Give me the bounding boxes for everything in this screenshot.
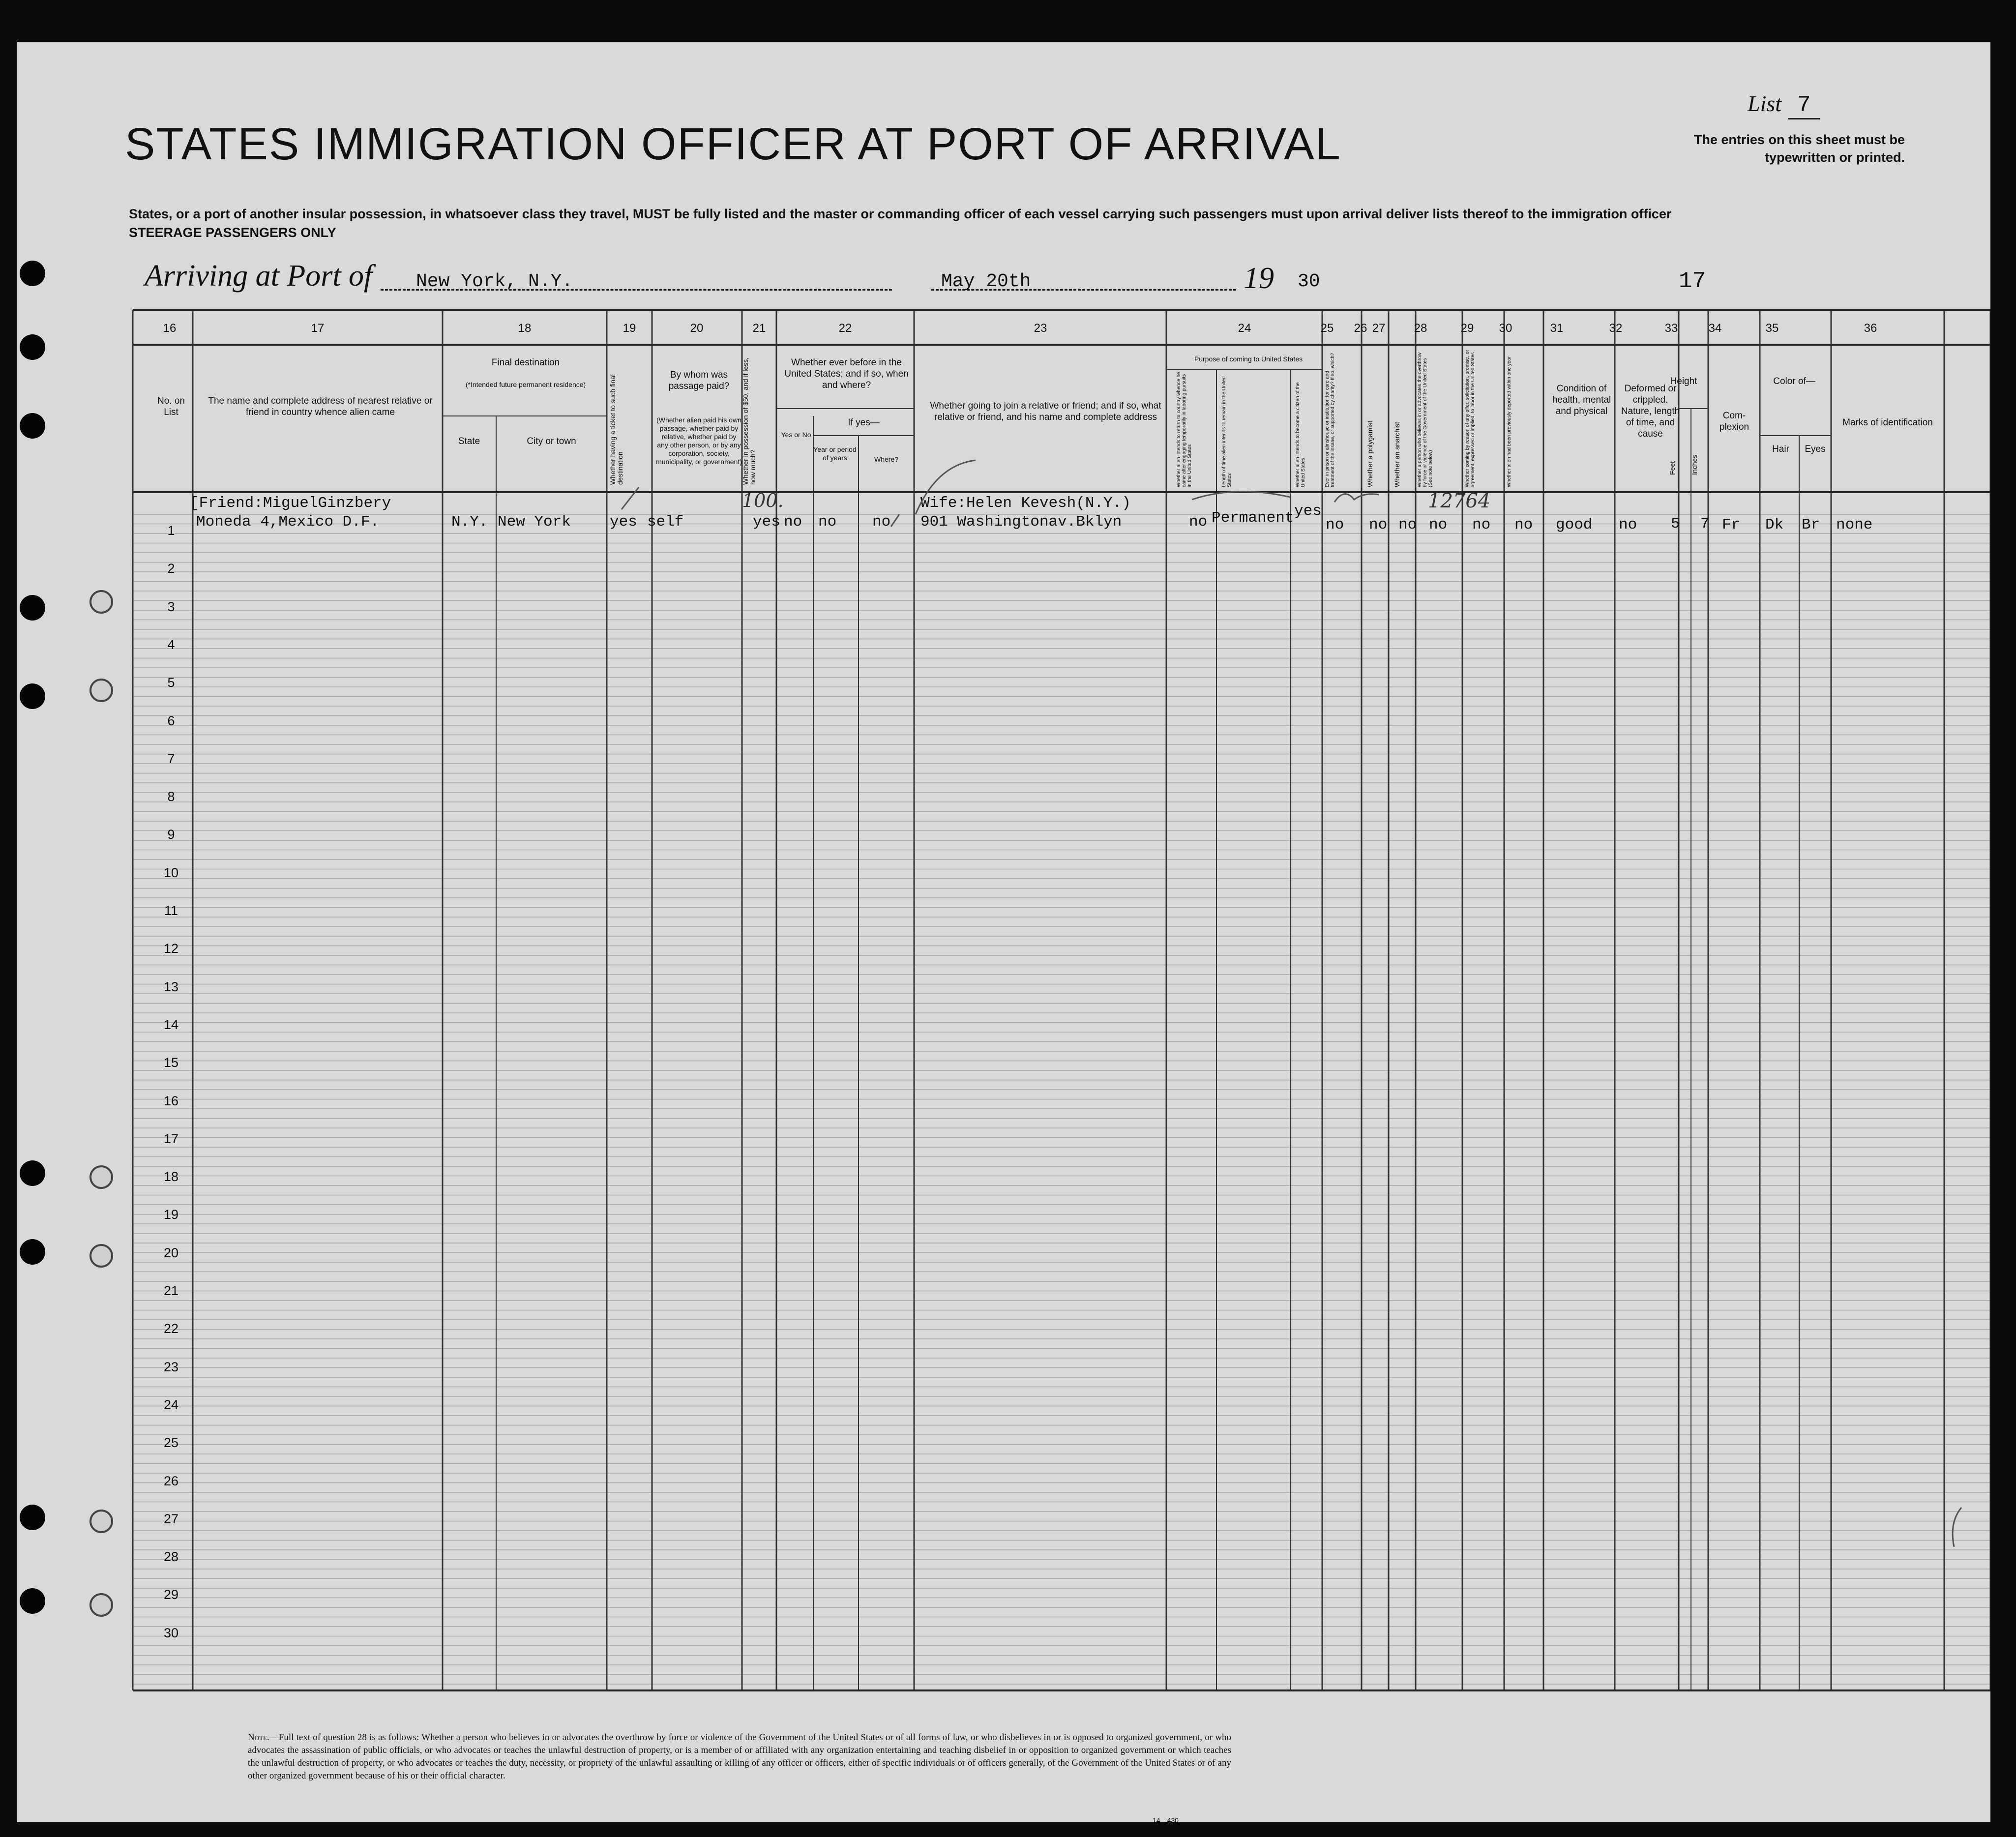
footnote xyxy=(248,1731,1231,1782)
row-number: 9 xyxy=(167,827,175,842)
row-number: 15 xyxy=(163,1055,179,1070)
entry-handwritten-number: 12764 xyxy=(1428,490,1491,512)
binder-hole xyxy=(20,334,45,360)
entry-polygamist: no xyxy=(1369,516,1388,533)
row-number: 27 xyxy=(163,1511,179,1526)
entry-labor-offer: no xyxy=(1472,516,1491,533)
entry-money: yes xyxy=(753,513,780,531)
row-number: 4 xyxy=(167,637,175,652)
row-number: 11 xyxy=(164,903,178,918)
column-number: 27 xyxy=(1372,322,1386,335)
year-value: 30 xyxy=(1298,271,1320,292)
row-number: 8 xyxy=(167,789,175,804)
list-value: 7 xyxy=(1788,92,1820,119)
binder-ring xyxy=(89,590,113,614)
header-anarchist: Whether an anarchist xyxy=(1393,421,1401,487)
row-number: 19 xyxy=(163,1207,179,1222)
column-number: 20 xyxy=(690,322,704,335)
column-number: 31 xyxy=(1550,322,1564,335)
column-number: 23 xyxy=(1034,322,1047,335)
row-number: 5 xyxy=(167,675,175,690)
entry-money-handwritten: 100. xyxy=(742,490,784,511)
header-passage-paid: By whom was passage paid? xyxy=(668,370,730,391)
row-number: 24 xyxy=(163,1397,179,1412)
entry-join-line-1: Wife:Helen Kevesh(N.Y.) xyxy=(920,495,1131,512)
header-overthrow: Whether a person who believes in or advocates the overthrow by force or violence of the Government of the United States (See note below) xyxy=(1417,352,1433,487)
row-number: 26 xyxy=(163,1473,179,1488)
column-number: 17 xyxy=(311,322,325,335)
binder-hole xyxy=(20,1505,45,1530)
column-number: 16 xyxy=(163,322,177,335)
entry-relative-line-1: [Friend:MiguelGinzbery xyxy=(190,495,391,512)
header-deported: Whether alien had been previously deported within one year xyxy=(1507,356,1512,487)
row-number: 18 xyxy=(163,1169,179,1185)
entry-city: New York xyxy=(498,513,571,531)
typewritten-note: The entries on this sheet must be typewritten or printed. xyxy=(1693,132,1905,165)
column-number: 35 xyxy=(1765,322,1779,335)
header-passage-paid-sub: (Whether alien paid his own passage, whether paid by relative, whether paid by any other person, or by any corporation, society, municipality, or government) xyxy=(656,416,742,466)
binder-hole xyxy=(20,1160,45,1186)
row-number: 21 xyxy=(163,1283,179,1298)
binder-ring xyxy=(89,1244,113,1268)
row-number: 17 xyxy=(163,1131,179,1146)
binder-ring xyxy=(89,1510,113,1533)
list-label: List xyxy=(1748,91,1782,116)
entry-marks: none xyxy=(1836,516,1873,533)
form-number: 14—430 xyxy=(1153,1816,1179,1822)
header-join-relative: Whether going to join a relative or friend; and if so, what relative or friend, and his name and complete address xyxy=(930,401,1161,422)
entry-deformed: no xyxy=(1619,516,1637,533)
entry-return-intent: no xyxy=(1189,513,1208,531)
row-number: 6 xyxy=(167,713,175,728)
entry-deported: no xyxy=(1514,516,1533,533)
margin-mark xyxy=(1953,1508,1961,1547)
entry-complexion: Fr xyxy=(1722,516,1741,533)
column-number: 34 xyxy=(1708,322,1722,335)
date-value: May 20th xyxy=(941,271,1031,292)
entry-join-line-2: 901 Washingtonav.Bklyn xyxy=(920,513,1122,531)
entry-relative-line-2: Moneda 4,Mexico D.F. xyxy=(196,513,380,531)
entry-height-feet: 5 xyxy=(1671,515,1680,533)
row-number: 7 xyxy=(167,751,175,766)
entry-paid-by: self xyxy=(647,513,684,531)
header-prison: Ever in prison or almshouse or institution for care and treatment of the insane, or supported by charity? If so, which? xyxy=(1325,353,1335,487)
header-purpose-citizen: Whether alien intends to become a citizen of the United States xyxy=(1295,382,1306,487)
entry-length-of-stay: Permanent xyxy=(1212,509,1294,527)
header-polygamist: Whether a polygamist xyxy=(1366,420,1374,487)
row-number: 22 xyxy=(163,1321,179,1336)
column-number: 26 xyxy=(1354,322,1367,335)
entry-before-where: no xyxy=(872,513,891,531)
column-number: 25 xyxy=(1320,322,1334,335)
header-complexion: Com- plexion xyxy=(1719,411,1749,432)
header-inches: Inches xyxy=(1690,454,1698,475)
binder-hole xyxy=(20,261,45,286)
entry-anarchist: no xyxy=(1398,516,1417,533)
column-number: 21 xyxy=(752,322,766,335)
header-purpose-length: Length of time alien intends to remain in the United States xyxy=(1221,376,1232,487)
header-year-period: Year or period of years xyxy=(813,445,857,462)
header-color-of: Color of— xyxy=(1773,376,1815,386)
header-where: Where? xyxy=(874,455,899,463)
footnote-label: Note. xyxy=(248,1732,269,1743)
instruction-line-1: States, or a port of another insular possession, in whatsoever class they travel, MUST be fully listed and the master or commanding officer of each vessel carrying such passengers must upon arrival deliver lists thereof to the immigration officer xyxy=(129,207,1672,221)
binder-hole xyxy=(20,683,45,709)
header-city: City or town xyxy=(527,436,576,446)
check-mark-join xyxy=(916,460,976,514)
header-purpose-return: Whether alien intends to return to country whence he came after engaging temporarily in laboring pursuits in the United States xyxy=(1176,372,1192,487)
entry-ticket: yes xyxy=(610,513,637,531)
entry-overthrow: no xyxy=(1429,516,1448,533)
binder-ring xyxy=(89,1165,113,1189)
header-purpose: Purpose of coming to United States xyxy=(1194,355,1303,363)
entry-height-inches: 7 xyxy=(1700,515,1710,533)
column-number: 33 xyxy=(1664,322,1678,335)
row-number: 2 xyxy=(167,561,175,576)
scribble-prison xyxy=(1334,494,1379,502)
instruction-line-2: STEERAGE PASSENGERS ONLY xyxy=(129,225,336,240)
header-ticket: Whether having a ticket to such final destination xyxy=(609,374,624,485)
header-money: Whether in possession of $50, and if less, how much? xyxy=(741,357,757,485)
header-final-destination: Final destination xyxy=(491,357,560,368)
entry-state: N.Y. xyxy=(451,513,488,531)
handwritten-marks xyxy=(17,42,1990,1822)
row-number: 25 xyxy=(163,1435,179,1451)
arriving-label: Arriving at Port of xyxy=(145,259,373,293)
entry-eyes: Br xyxy=(1802,516,1820,533)
column-number: 22 xyxy=(838,322,852,335)
binder-hole xyxy=(20,595,45,621)
header-state: State xyxy=(458,436,480,446)
entry-before-yes-no: no xyxy=(784,513,802,531)
row-number: 16 xyxy=(163,1093,179,1108)
header-hair: Hair xyxy=(1772,444,1789,454)
header-no-on-list: No. on List xyxy=(157,396,185,417)
header-yes-or-no: Yes or No xyxy=(781,431,811,439)
header-feet: Feet xyxy=(1668,461,1676,475)
column-number: 36 xyxy=(1864,322,1877,335)
entry-citizen: yes xyxy=(1294,503,1322,520)
port-value: New York, N.Y. xyxy=(416,271,573,292)
entry-hair: Dk xyxy=(1765,516,1784,533)
column-number: 32 xyxy=(1609,322,1623,335)
binder-ring xyxy=(89,679,113,702)
form-title: STATES IMMIGRATION OFFICER AT PORT OF ARRIVAL xyxy=(125,119,1341,169)
row-number: 20 xyxy=(163,1245,179,1260)
column-number: 30 xyxy=(1499,322,1512,335)
column-number: 24 xyxy=(1238,322,1251,335)
row-number: 23 xyxy=(163,1359,179,1374)
row-number: 10 xyxy=(163,865,179,880)
header-height: Height xyxy=(1670,376,1697,386)
column-number: 28 xyxy=(1414,322,1427,335)
century-label: 19 xyxy=(1244,262,1274,295)
header-ever-before: Whether ever before in the United States; and if so, when and where? xyxy=(784,357,909,390)
row-number: 29 xyxy=(163,1587,179,1602)
row-number: 12 xyxy=(163,941,179,956)
header-if-yes: If yes— xyxy=(848,417,880,428)
column-number: 18 xyxy=(518,322,532,335)
row-number: 28 xyxy=(163,1549,179,1565)
check-mark-ticket xyxy=(622,487,639,509)
binder-ring xyxy=(89,1593,113,1617)
row-number: 3 xyxy=(167,599,175,614)
binder-hole xyxy=(20,413,45,439)
binder-hole xyxy=(20,1588,45,1614)
check-mark-purpose xyxy=(1192,492,1290,500)
binder-hole xyxy=(20,1239,45,1265)
check-mark-before xyxy=(891,514,899,527)
manifest-sheet xyxy=(17,42,1990,1822)
header-final-destination-sub: (*Intended future permanent residence) xyxy=(465,381,586,388)
row-number: 14 xyxy=(163,1017,179,1032)
header-deformed: Deformed or crippled. Nature, length of time, and cause xyxy=(1621,384,1680,439)
row-number: 1 xyxy=(167,523,175,538)
header-eyes: Eyes xyxy=(1805,444,1826,454)
header-health: Condition of health, mental and physical xyxy=(1552,384,1611,416)
column-number: 29 xyxy=(1460,322,1474,335)
entry-prison: no xyxy=(1326,516,1344,533)
entry-before-year: no xyxy=(818,513,837,531)
header-nearest-relative: The name and complete address of nearest relative or friend in country whence alien came xyxy=(208,396,433,417)
header-labor-offer: Whether coming by reason of any offer, solicitation, promise, or agreement, expressed or implied, to labor in the United States xyxy=(1465,350,1476,487)
column-number: 19 xyxy=(623,322,636,335)
page-number: 17 xyxy=(1679,268,1706,294)
row-number: 30 xyxy=(163,1625,179,1640)
entry-health: good xyxy=(1556,516,1593,533)
header-marks: Marks of identification xyxy=(1842,417,1933,428)
footnote-text: —Full text of question 28 is as follows: Whether a person who believes in or advocates the overthrow by force or violence of the Government of the United States or of all forms of law, or who disbelieves in or is opposed to organized government, or who advocates the assassination of public officials, or who advocates or teaches the unlawful destruction of property, or is a member of or affiliated with any organization entertaining and teaching disbelief in or opposition to organized government or which teaches the unlawful destruction of property, or who advocates or teaches the duty, necessity, or propriety of the unlawful assaulting or killing of any officer or officers, either of specific individuals or of officers generally, of the Government of the United States or of any other organized government because of his or their official character. xyxy=(248,1732,1231,1781)
row-number: 13 xyxy=(163,979,179,994)
